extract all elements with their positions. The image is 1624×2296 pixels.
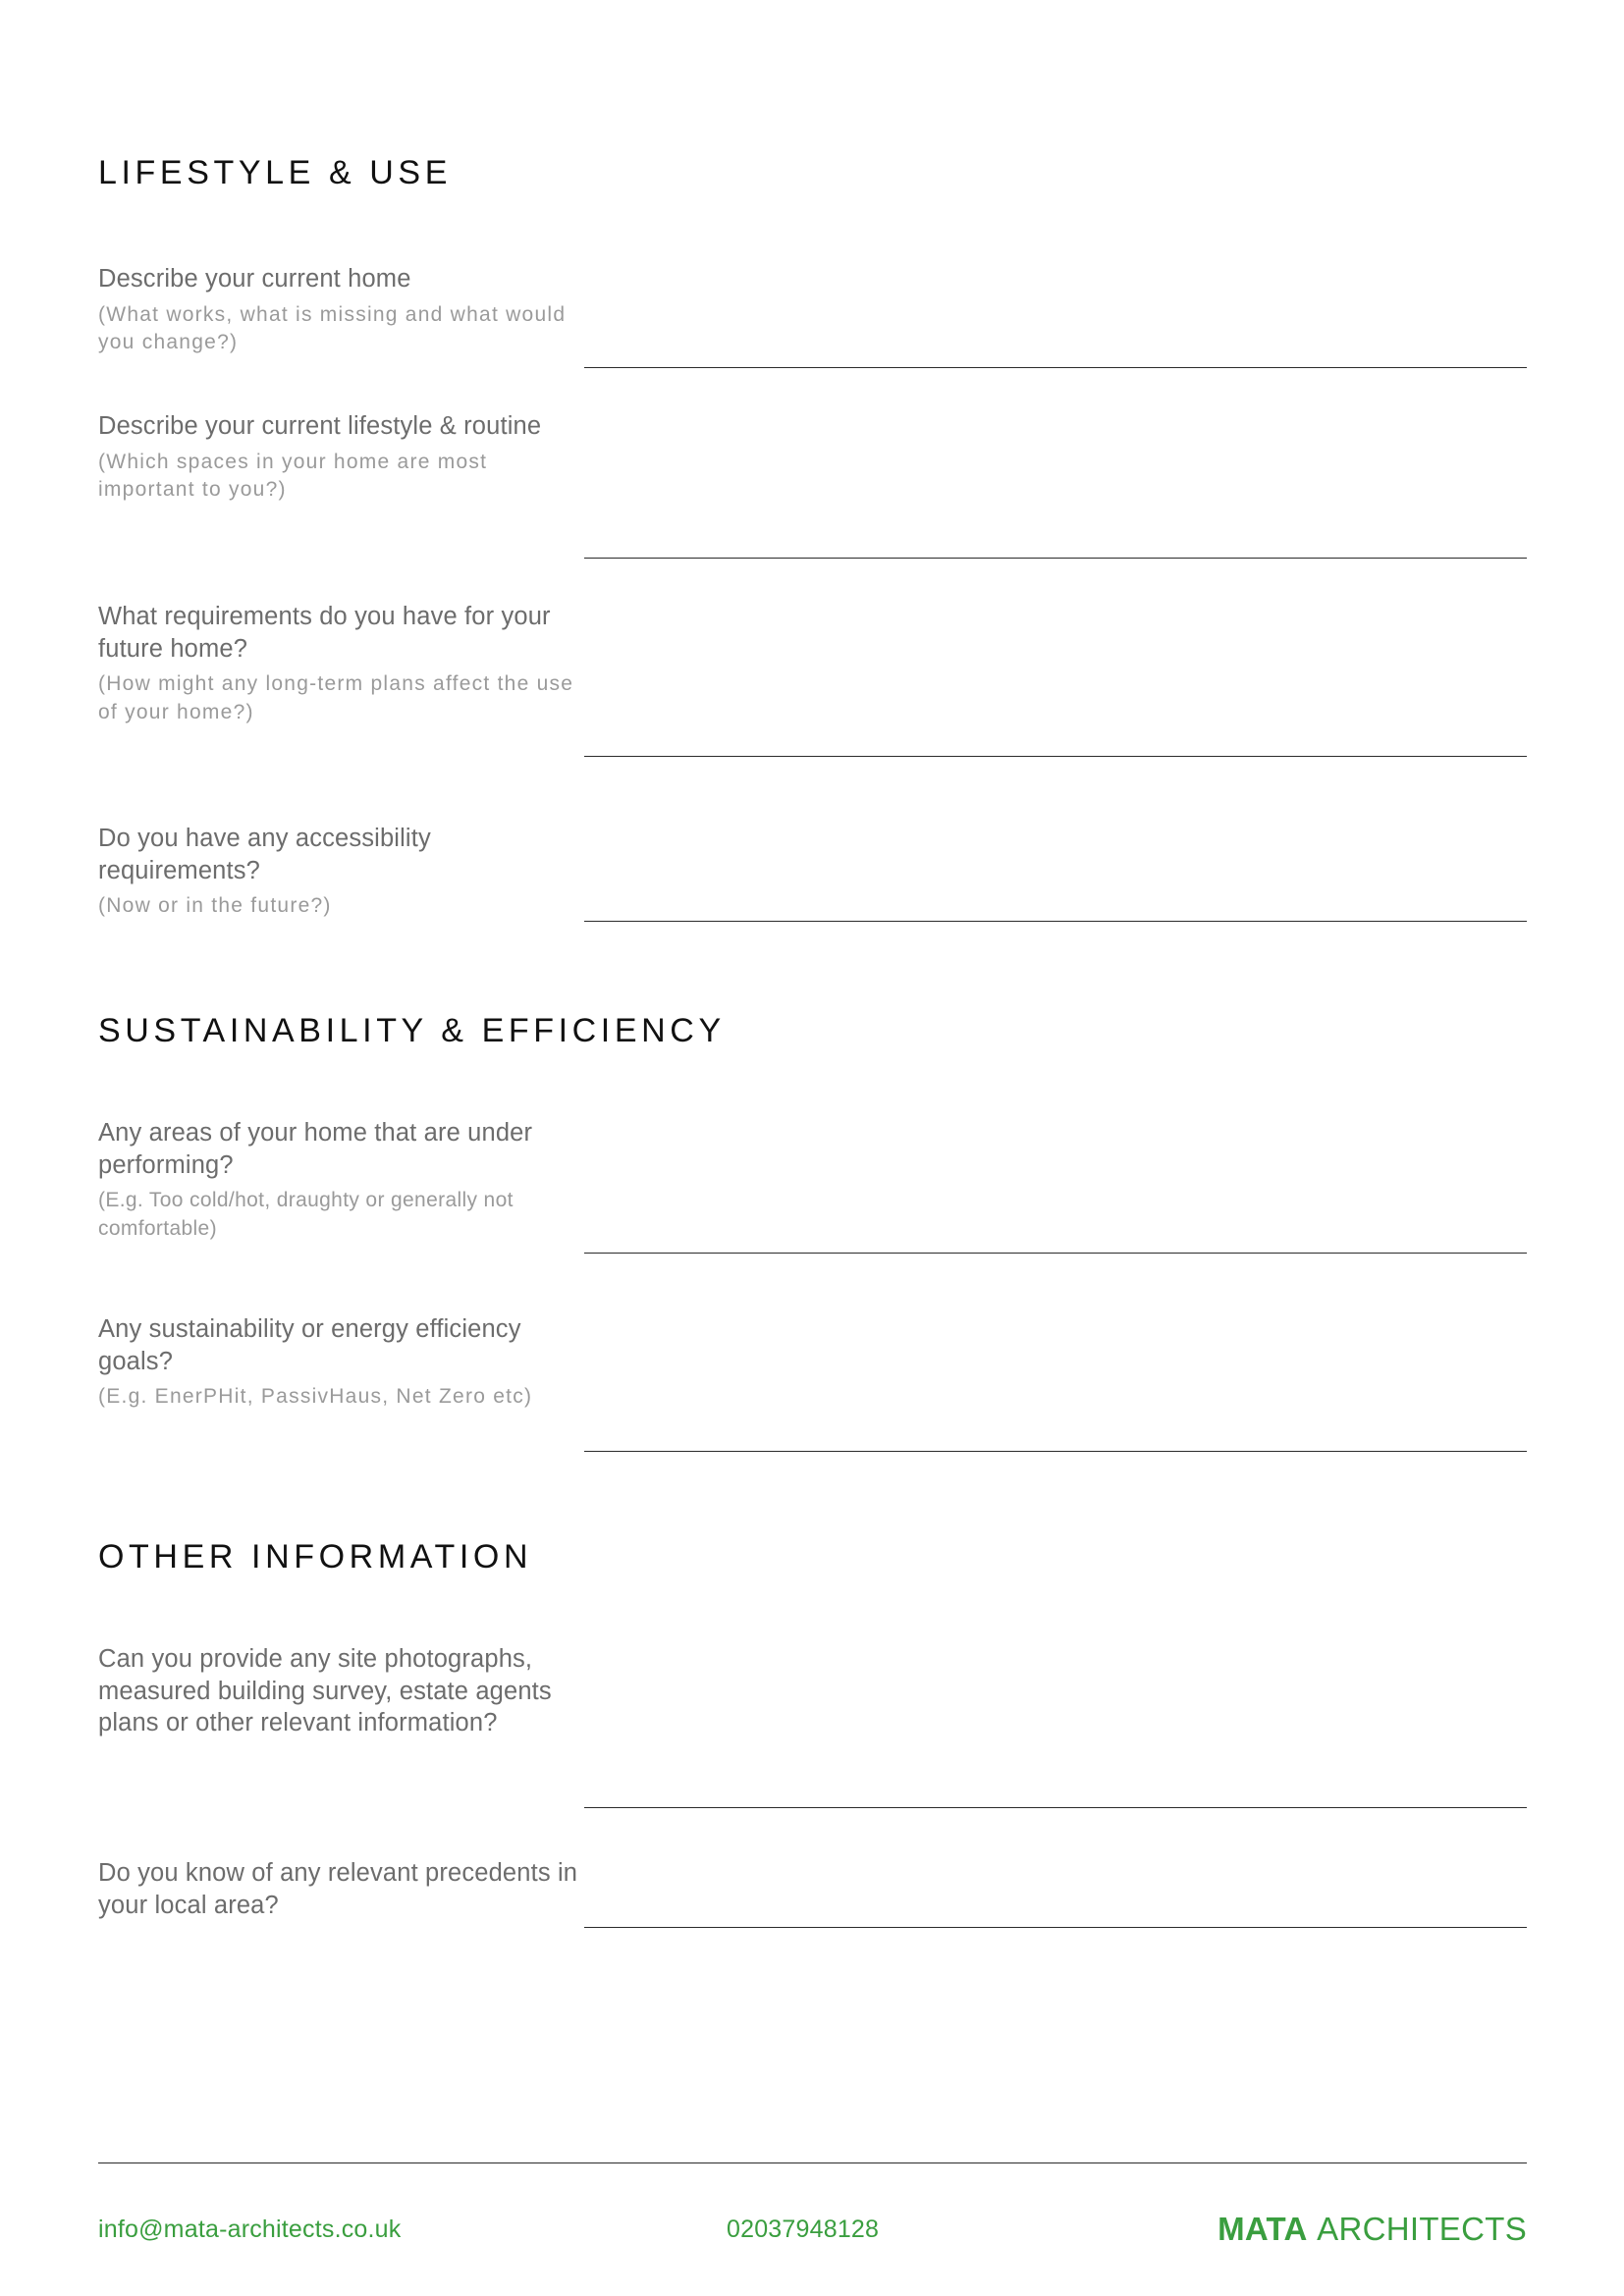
question-label: Do you know of any relevant precedents in your local area? [98, 1859, 578, 1919]
question-text-block [98, 1643, 589, 1739]
section-title-lifestyle-use: LIFESTYLE & USE [98, 154, 452, 191]
question-row [98, 601, 1526, 726]
question-hint: (E.g. EnerPHit, PassivHaus, Net Zero etc) [98, 1385, 533, 1409]
question-text-block [98, 410, 589, 505]
section-title-other-information: OTHER INFORMATION [98, 1538, 533, 1575]
question-row [98, 263, 1526, 357]
section-lifestyle-use [98, 155, 1526, 191]
section-other-information [98, 1539, 1526, 1575]
question-text-block [98, 1857, 589, 1921]
question-text-block [98, 263, 589, 357]
question-label: Any sustainability or energy efficiency goals? [98, 1315, 521, 1375]
logo-architects: ARCHITECTS [1317, 2211, 1527, 2247]
question-hint: (What works, what is missing and what would you change?) [98, 302, 567, 354]
question-row [98, 1117, 1526, 1243]
question-label: Describe your current lifestyle & routine [98, 412, 542, 440]
question-label: Do you have any accessibility requirements? [98, 825, 431, 884]
question-label: Describe your current home [98, 265, 411, 293]
mata-architects-logo [1218, 2211, 1527, 2248]
question-label: What requirements do you have for your future home? [98, 603, 551, 663]
answer-line[interactable] [584, 756, 1527, 757]
question-label: Can you provide any site photographs, measured building survey, estate agents plans or other relevant information? [98, 1645, 552, 1737]
answer-line[interactable] [584, 1807, 1527, 1808]
question-text-block [98, 1117, 589, 1243]
footer-phone[interactable]: 02037948128 [727, 2215, 880, 2243]
section-title-sustainability-efficiency: SUSTAINABILITY & EFFICIENCY [98, 1012, 726, 1049]
answer-line[interactable] [584, 921, 1527, 922]
question-text-block [98, 601, 589, 726]
question-label: Any areas of your home that are under performing? [98, 1119, 533, 1179]
answer-line[interactable] [584, 1253, 1527, 1254]
question-row [98, 1313, 1526, 1412]
logo-mata: MATA [1218, 2211, 1308, 2247]
question-hint: (How might any long-term plans affect the use of your home?) [98, 672, 574, 723]
question-hint: (Now or in the future?) [98, 894, 332, 918]
question-row [98, 1643, 1526, 1739]
answer-line[interactable] [584, 558, 1527, 559]
question-row [98, 823, 1526, 921]
question-row [98, 1857, 1526, 1921]
section-sustainability-efficiency [98, 1013, 1526, 1049]
question-text-block [98, 1313, 589, 1412]
answer-line[interactable] [584, 1927, 1527, 1928]
question-hint: (Which spaces in your home are most important to you?) [98, 450, 488, 502]
footer [98, 2207, 1527, 2252]
answer-line[interactable] [584, 367, 1527, 368]
footer-email[interactable]: info@mata-architects.co.uk [98, 2215, 402, 2243]
answer-line[interactable] [584, 1451, 1527, 1452]
question-hint: (E.g. Too cold/hot, draughty or generally not comfortable) [98, 1189, 514, 1240]
question-row [98, 410, 1526, 505]
question-text-block [98, 823, 589, 921]
